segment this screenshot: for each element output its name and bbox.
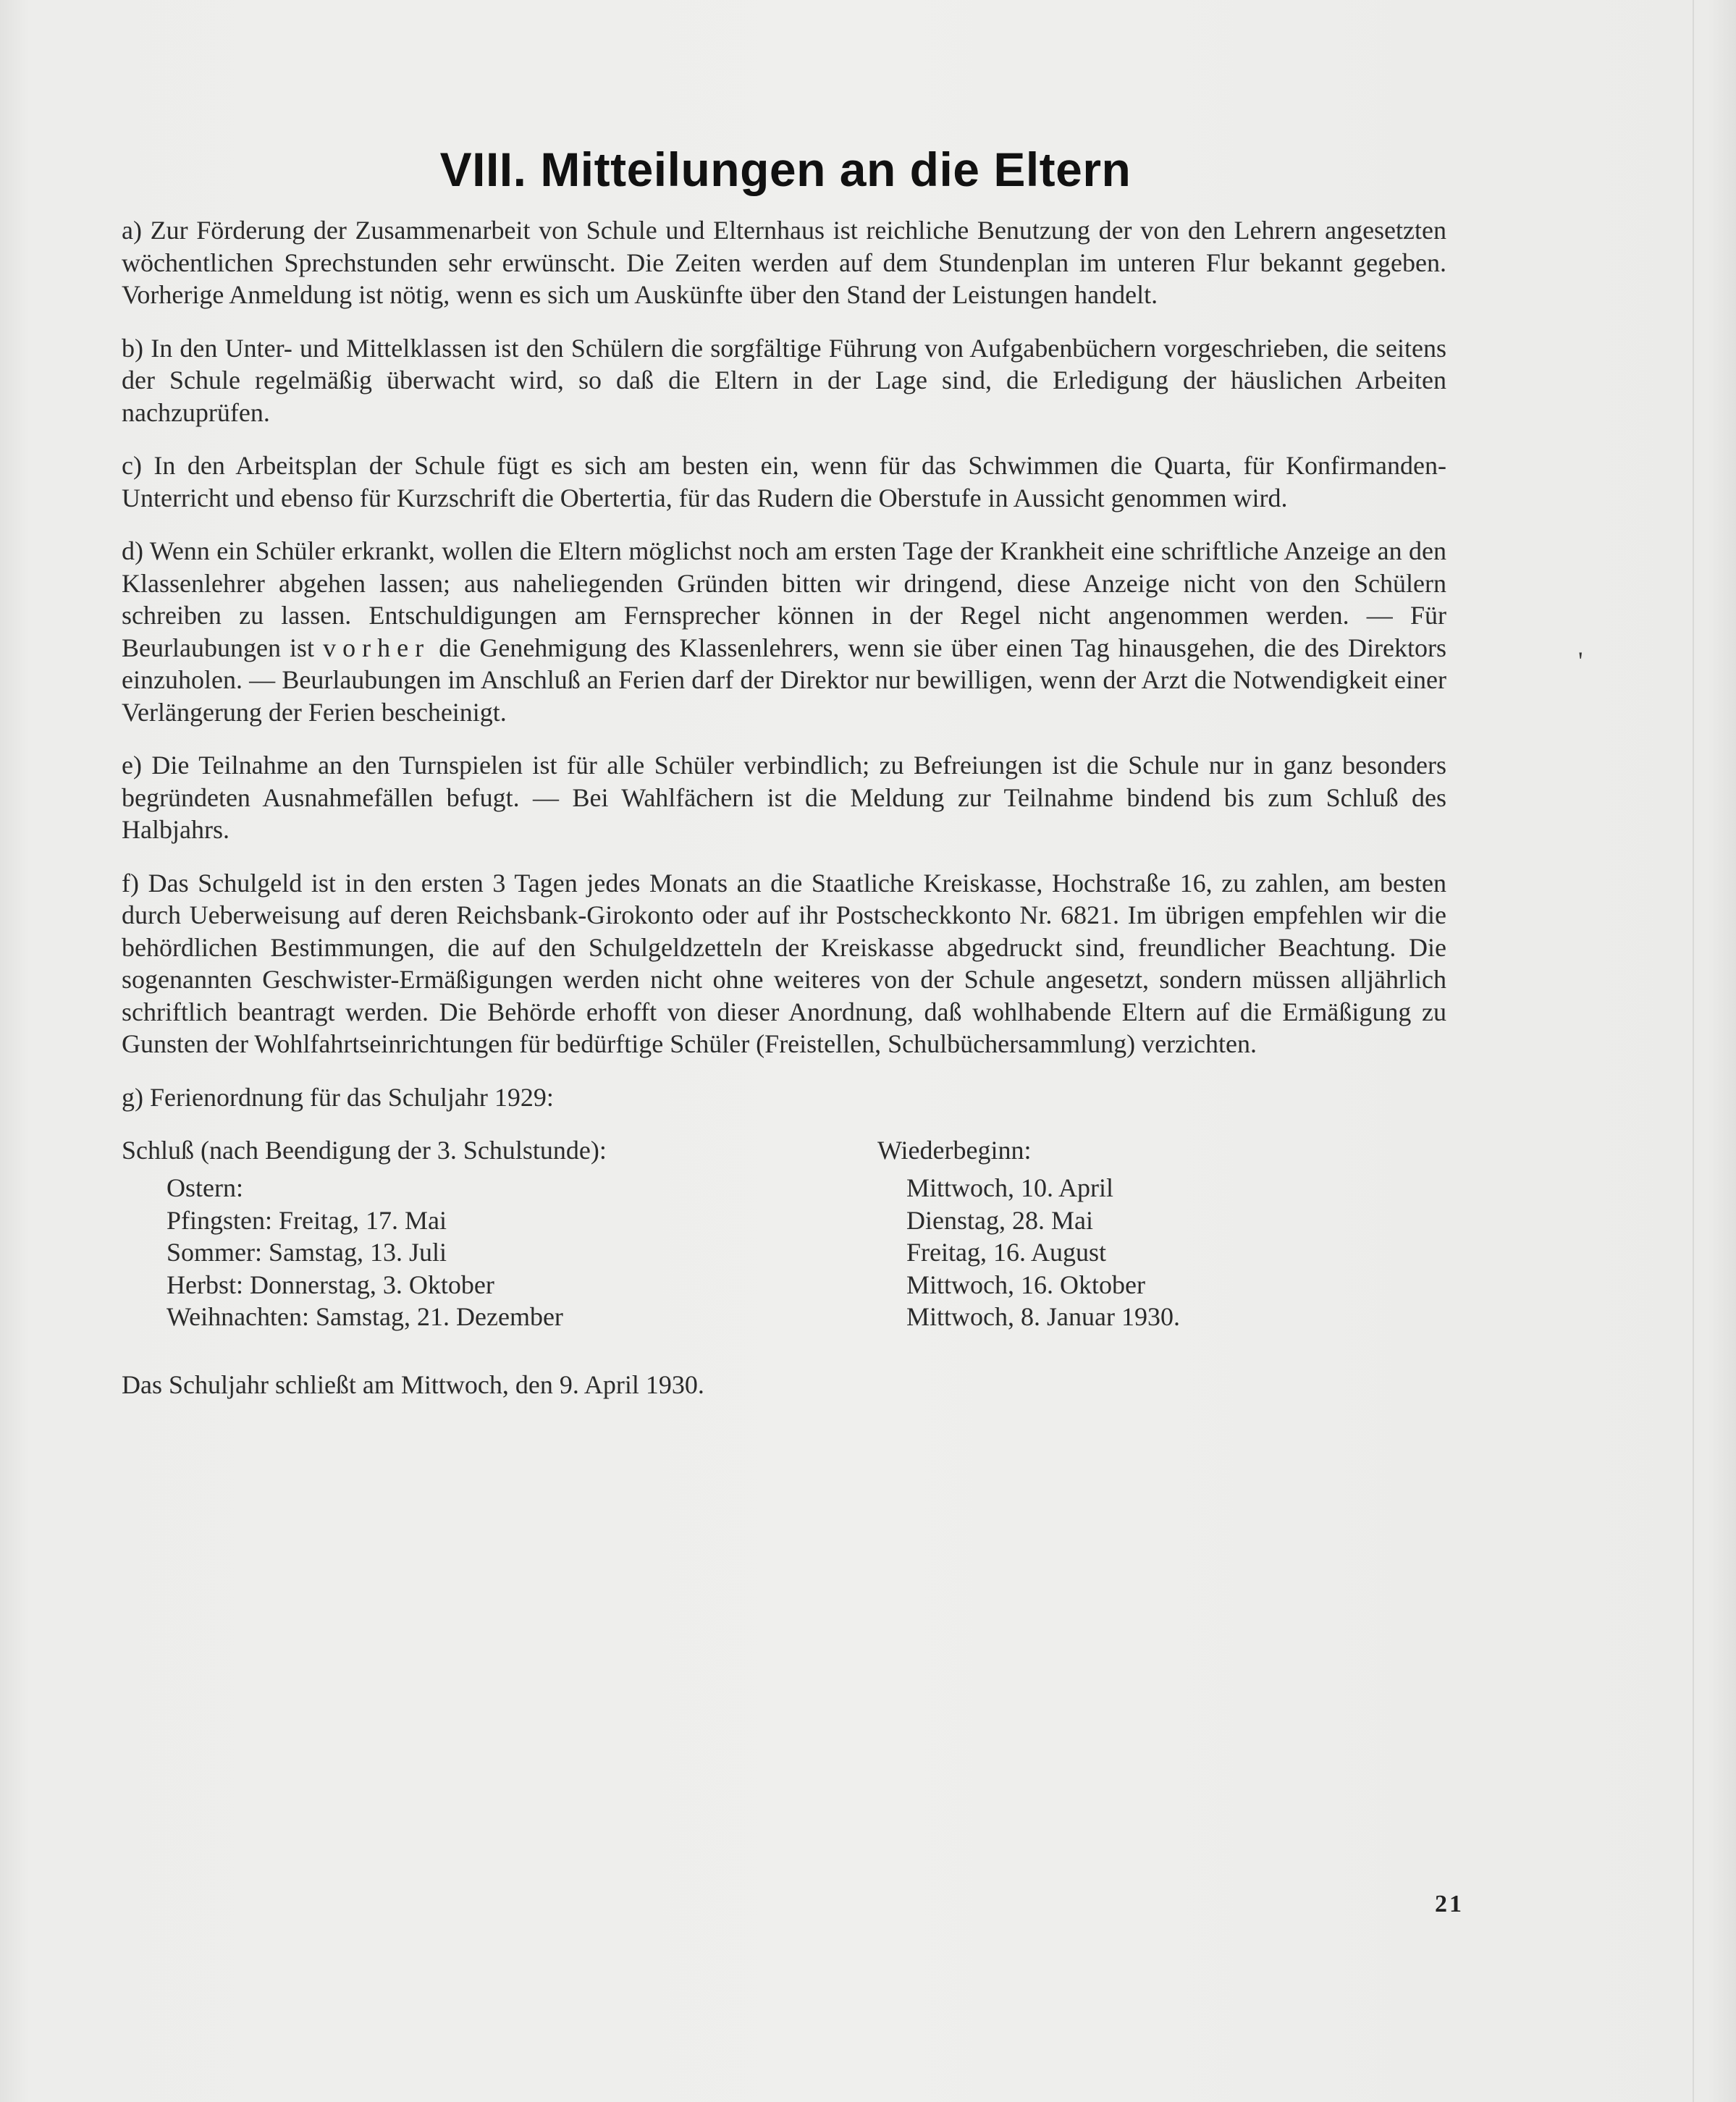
schedule-right-row: Dienstag, 28. Mai bbox=[906, 1205, 1093, 1235]
paragraph-c: c) In den Arbeitsplan der Schule fügt es sich am besten ein, wenn für das Schwimmen die Quarta, für Konfirmanden-Unterricht und ebenso für Kurzschrift die Obertertia, für das Rudern die Oberstufe in Aussicht genommen wird. bbox=[122, 451, 1446, 512]
schedule-left-row: Weihnachten: Samstag, 21. Dezember bbox=[167, 1302, 563, 1331]
schedule-right-row: Freitag, 16. August bbox=[906, 1238, 1106, 1267]
schedule-right-row: Mittwoch, 10. April bbox=[906, 1173, 1113, 1202]
page-fold-line bbox=[1693, 0, 1694, 2102]
paragraph-g: g) Ferienordnung für das Schuljahr 1929: bbox=[122, 1082, 554, 1112]
schedule-left-row: Ostern: bbox=[167, 1173, 243, 1202]
paragraph-d-part2: die Genehmigung des Klassenlehrers, wenn sie über einen Tag hinausgehen, die des Direktors einzuholen. — Beurlaubungen im Anschluß an Ferien darf der Direktor nur bewilligen, wenn der Arzt die Notwendigkeit einer Verlängerung der Ferien bescheinigt. bbox=[122, 633, 1446, 727]
holiday-schedule bbox=[122, 1134, 1446, 1351]
margin-mark: ' bbox=[1578, 646, 1583, 675]
schedule-left-row: Herbst: Donnerstag, 3. Oktober bbox=[167, 1270, 494, 1299]
schedule-right-row: Mittwoch, 8. Januar 1930. bbox=[906, 1302, 1180, 1331]
schedule-left-header: Schluß (nach Beendigung der 3. Schulstunde): bbox=[122, 1136, 607, 1165]
schedule-left-row: Pfingsten: Freitag, 17. Mai bbox=[167, 1205, 447, 1235]
paragraph-a: a) Zur Förderung der Zusammenarbeit von Schule und Elternhaus ist reichliche Benutzung der von den Lehrern angesetzten wöchentlichen Sprechstunden sehr erwünscht. Die Zeiten werden auf dem Stundenplan im unteren Flur bekannt gegeben. Vorherige Anmeldung ist nötig, wenn es sich um Auskünfte über den Stand der Leistungen handelt. bbox=[122, 216, 1446, 309]
schedule-restart-column bbox=[877, 1134, 1384, 1333]
page-number: 21 bbox=[1435, 1891, 1464, 1917]
schedule-right-header: Wiederbeginn: bbox=[877, 1136, 1032, 1165]
document-body bbox=[122, 214, 1446, 1427]
page-title: VIII. Mitteilungen an die Eltern bbox=[439, 143, 1132, 196]
closing-line: Das Schuljahr schließt am Mittwoch, den 9. April 1930. bbox=[122, 1370, 704, 1399]
paragraph-b: b) In den Unter- und Mittelklassen ist den Schülern die sorgfältige Führung von Aufgabenbüchern vorgeschrieben, die seitens der Schule regelmäßig überwacht wird, so daß die Eltern in der Lage sind, die Erledigung der häuslichen Arbeiten nachzuprüfen. bbox=[122, 333, 1446, 427]
paragraph-d bbox=[122, 535, 1446, 728]
schedule-left-row: Sommer: Samstag, 13. Juli bbox=[167, 1238, 447, 1267]
schedule-right-row: Mittwoch, 16. Oktober bbox=[906, 1270, 1145, 1299]
schedule-closing-column bbox=[122, 1134, 846, 1333]
paragraph-d-part1: d) Wenn ein Schüler erkrankt, wollen die Eltern möglichst noch am ersten Tage der Krankheit eine schriftliche Anzeige an den Klassenlehrer abgehen lassen; aus naheliegenden Gründen bitten wir dringend, diese Anzeige nicht von den Schülern schreiben zu lassen. Entschuldigungen am Fernsprecher können in der Regel nicht angenommen werden. — Für Beurlaubungen ist bbox=[122, 536, 1446, 662]
paragraph-d-emphasis: vorher bbox=[323, 633, 431, 662]
paragraph-f: f) Das Schulgeld ist in den ersten 3 Tagen jedes Monats an die Staatliche Kreiskasse, Hochstraße 16, zu zahlen, am besten durch Ueberweisung auf deren Reichsbank-Girokonto oder auf ihr Postscheckkonto Nr. 6821. Im übrigen empfehlen wir die behördlichen Bestimmungen, die auf den Schulgeldzetteln der Kreiskasse abgedruckt sind, freundlicher Beachtung. Die sogenannten Geschwister-Ermäßigungen werden nicht ohne weiteres von der Schule angesetzt, sondern müssen alljährlich schriftlich beantragt werden. Die Behörde erhofft von dieser Anordnung, daß wohlhabende Eltern auf die Ermäßigung zu Gunsten der Wohlfahrtseinrichtungen für bedürftige Schüler (Freistellen, Schulbüchersammlung) verzichten. bbox=[122, 868, 1446, 1058]
paragraph-e: e) Die Teilnahme an den Turnspielen ist für alle Schüler verbindlich; zu Befreiungen ist die Schule nur in ganz besonders begründeten Ausnahmefällen befugt. — Bei Wahlfächern ist die Meldung zur Teilnahme bindend bis zum Schluß des Halbjahrs. bbox=[122, 751, 1446, 844]
